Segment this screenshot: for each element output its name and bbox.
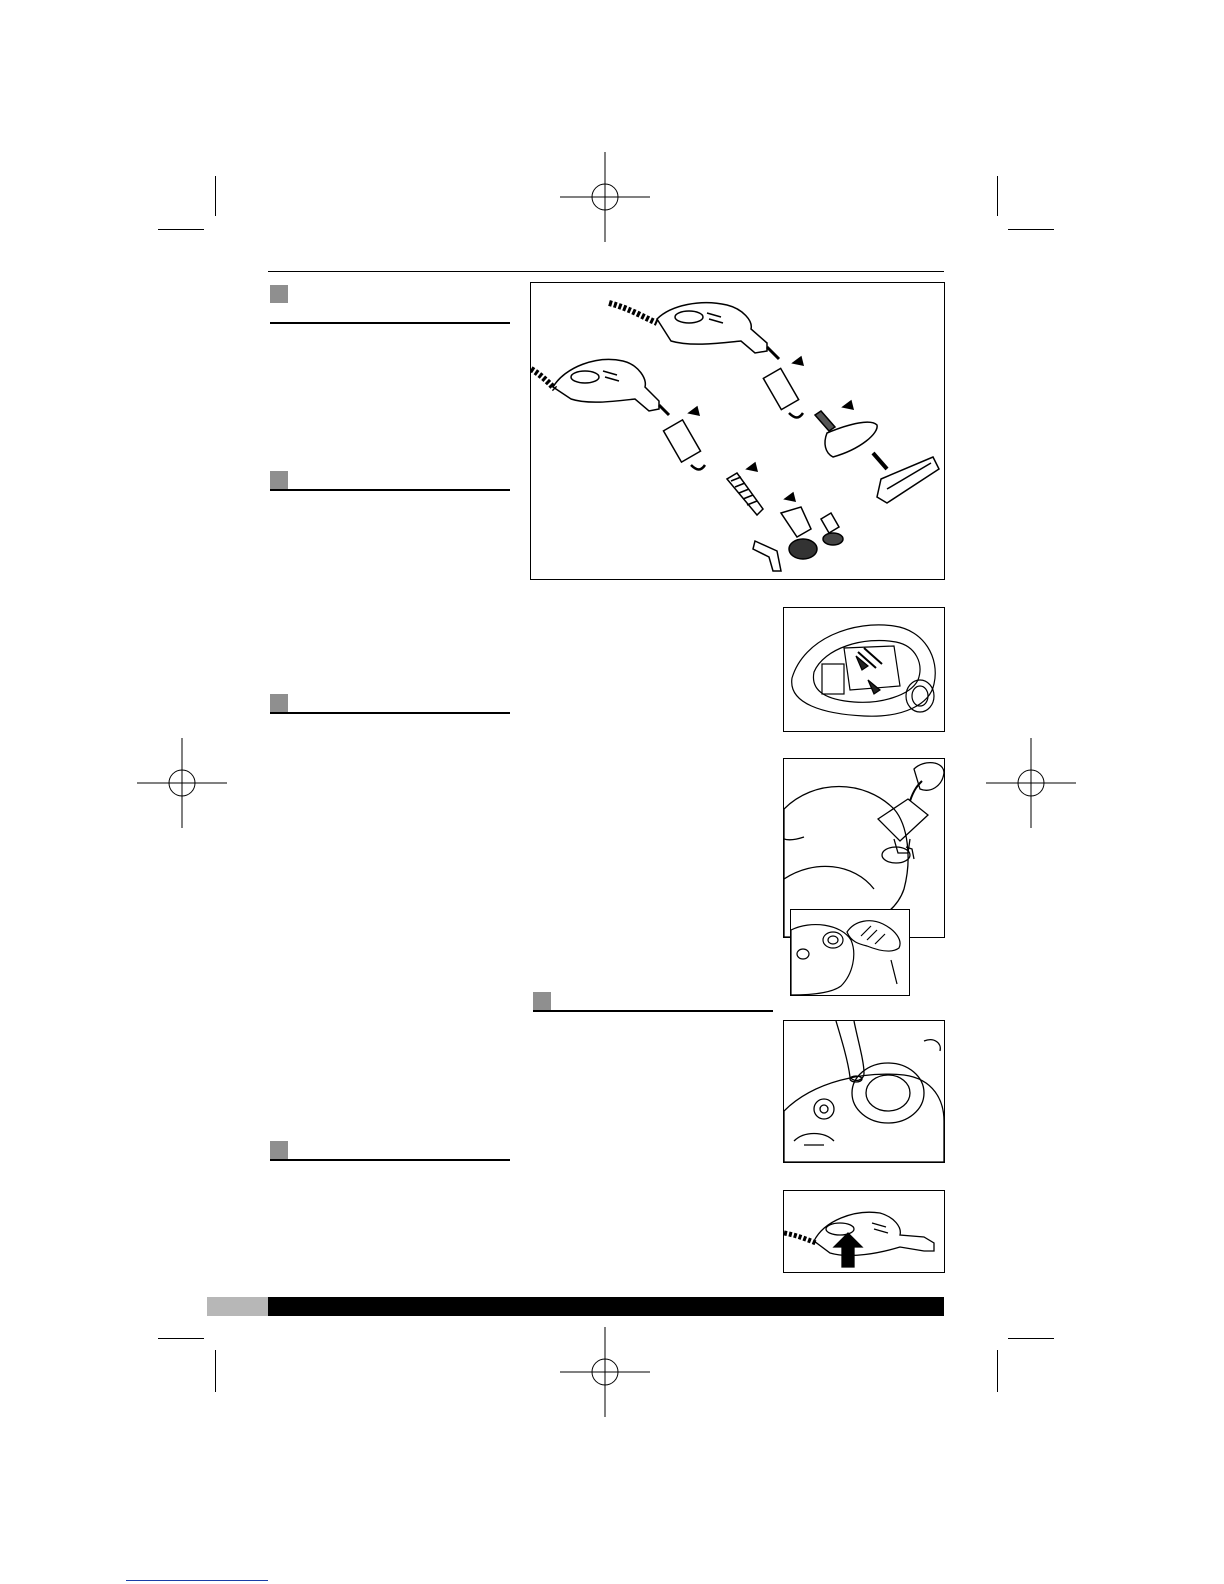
registration-mark-bottom	[560, 1327, 650, 1417]
storage-illustration	[784, 608, 944, 731]
section-rule	[270, 1159, 510, 1161]
figure-accessories	[530, 282, 945, 580]
footer-bar	[268, 1297, 944, 1316]
section-rule	[533, 1010, 773, 1012]
registration-mark-left	[137, 738, 227, 828]
trigger-illustration	[784, 1191, 944, 1272]
section-marker	[533, 992, 551, 1010]
figure-storage	[783, 607, 945, 732]
section-marker	[270, 285, 288, 303]
section-rule	[270, 322, 510, 324]
registration-mark-top	[560, 152, 650, 242]
figure-trigger	[783, 1190, 945, 1273]
figure-cap	[790, 909, 910, 996]
cap-illustration	[791, 910, 909, 995]
bottom-blue-rule	[126, 1580, 268, 1581]
section-rule	[270, 489, 510, 491]
section-marker	[270, 694, 288, 712]
section-rule	[270, 712, 510, 714]
press-button-illustration	[784, 1021, 944, 1162]
section-marker	[270, 471, 288, 489]
accessories-illustration	[531, 283, 944, 579]
footer-page-tab	[207, 1297, 268, 1316]
figure-press-button	[783, 1020, 945, 1163]
section-marker	[270, 1141, 288, 1159]
header-rule	[268, 271, 944, 272]
registration-mark-right	[986, 738, 1076, 828]
